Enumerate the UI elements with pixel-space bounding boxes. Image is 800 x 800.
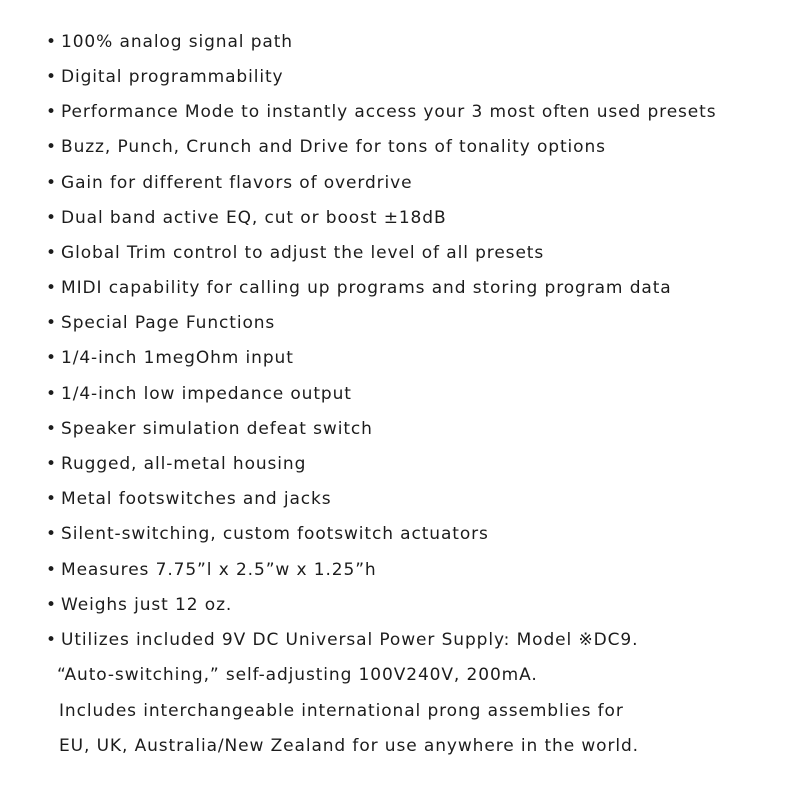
feature-item — [46, 312, 275, 334]
bullet-icon: • — [46, 278, 57, 298]
feature-text: Performance Mode to instantly access your 3 most often used presets — [61, 102, 717, 122]
feature-text: Digital programmability — [61, 67, 284, 87]
feature-item — [46, 136, 606, 158]
feature-item — [46, 172, 413, 194]
feature-item — [46, 453, 306, 475]
feature-text: Gain for different flavors of overdrive — [61, 173, 413, 193]
feature-text: Speaker simulation defeat switch — [61, 419, 373, 439]
feature-item — [46, 242, 544, 264]
bullet-icon: • — [46, 454, 57, 474]
feature-item — [46, 66, 283, 88]
bullet-icon: • — [46, 348, 57, 368]
bullet-icon: • — [46, 313, 57, 333]
bullet-icon: • — [46, 67, 57, 87]
feature-text: Special Page Functions — [61, 313, 276, 333]
power-supply-detail-line: EU, UK, Australia/New Zealand for use anywhere in the world. — [59, 736, 639, 756]
power-supply-detail-line: “Auto-switching,” self-adjusting 100V240V, 200mA. — [57, 665, 538, 685]
feature-text: Rugged, all-metal housing — [61, 454, 307, 474]
feature-text: 1/4-inch low impedance output — [61, 384, 352, 404]
bullet-icon: • — [46, 524, 57, 544]
feature-item — [46, 101, 717, 123]
feature-item — [46, 383, 352, 405]
power-supply-detail-line: Includes interchangeable international prong assemblies for — [59, 701, 624, 721]
bullet-icon: • — [46, 489, 57, 509]
bullet-icon: • — [46, 630, 57, 650]
feature-text: Global Trim control to adjust the level of all presets — [61, 243, 545, 263]
feature-item — [46, 207, 447, 229]
feature-text: MIDI capability for calling up programs and storing program data — [61, 278, 672, 298]
feature-text: 1/4-inch 1megOhm input — [61, 348, 294, 368]
bullet-icon: • — [46, 173, 57, 193]
feature-text: Metal footswitches and jacks — [61, 489, 332, 509]
feature-item — [46, 31, 293, 53]
feature-item — [46, 488, 332, 510]
feature-item — [46, 594, 232, 616]
feature-item — [46, 629, 638, 651]
bullet-icon: • — [46, 137, 57, 157]
feature-item — [46, 559, 377, 581]
feature-item — [46, 418, 373, 440]
feature-text: Silent-switching, custom footswitch actuators — [61, 524, 489, 544]
feature-text: Measures 7.75”l x 2.5”w x 1.25”h — [61, 560, 377, 580]
feature-item — [46, 523, 489, 545]
feature-item — [46, 277, 672, 299]
bullet-icon: • — [46, 595, 57, 615]
feature-text: Buzz, Punch, Crunch and Drive for tons of tonality options — [61, 137, 606, 157]
feature-text: Dual band active EQ, cut or boost ±18dB — [61, 208, 447, 228]
bullet-icon: • — [46, 102, 57, 122]
bullet-icon: • — [46, 32, 57, 52]
bullet-icon: • — [46, 208, 57, 228]
bullet-icon: • — [46, 384, 57, 404]
feature-text: 100% analog signal path — [61, 32, 293, 52]
feature-item — [46, 347, 294, 369]
bullet-icon: • — [46, 243, 57, 263]
feature-text: Utilizes included 9V DC Universal Power Supply: Model ※DC9. — [61, 630, 639, 650]
feature-text: Weighs just 12 oz. — [61, 595, 233, 615]
bullet-icon: • — [46, 560, 57, 580]
bullet-icon: • — [46, 419, 57, 439]
